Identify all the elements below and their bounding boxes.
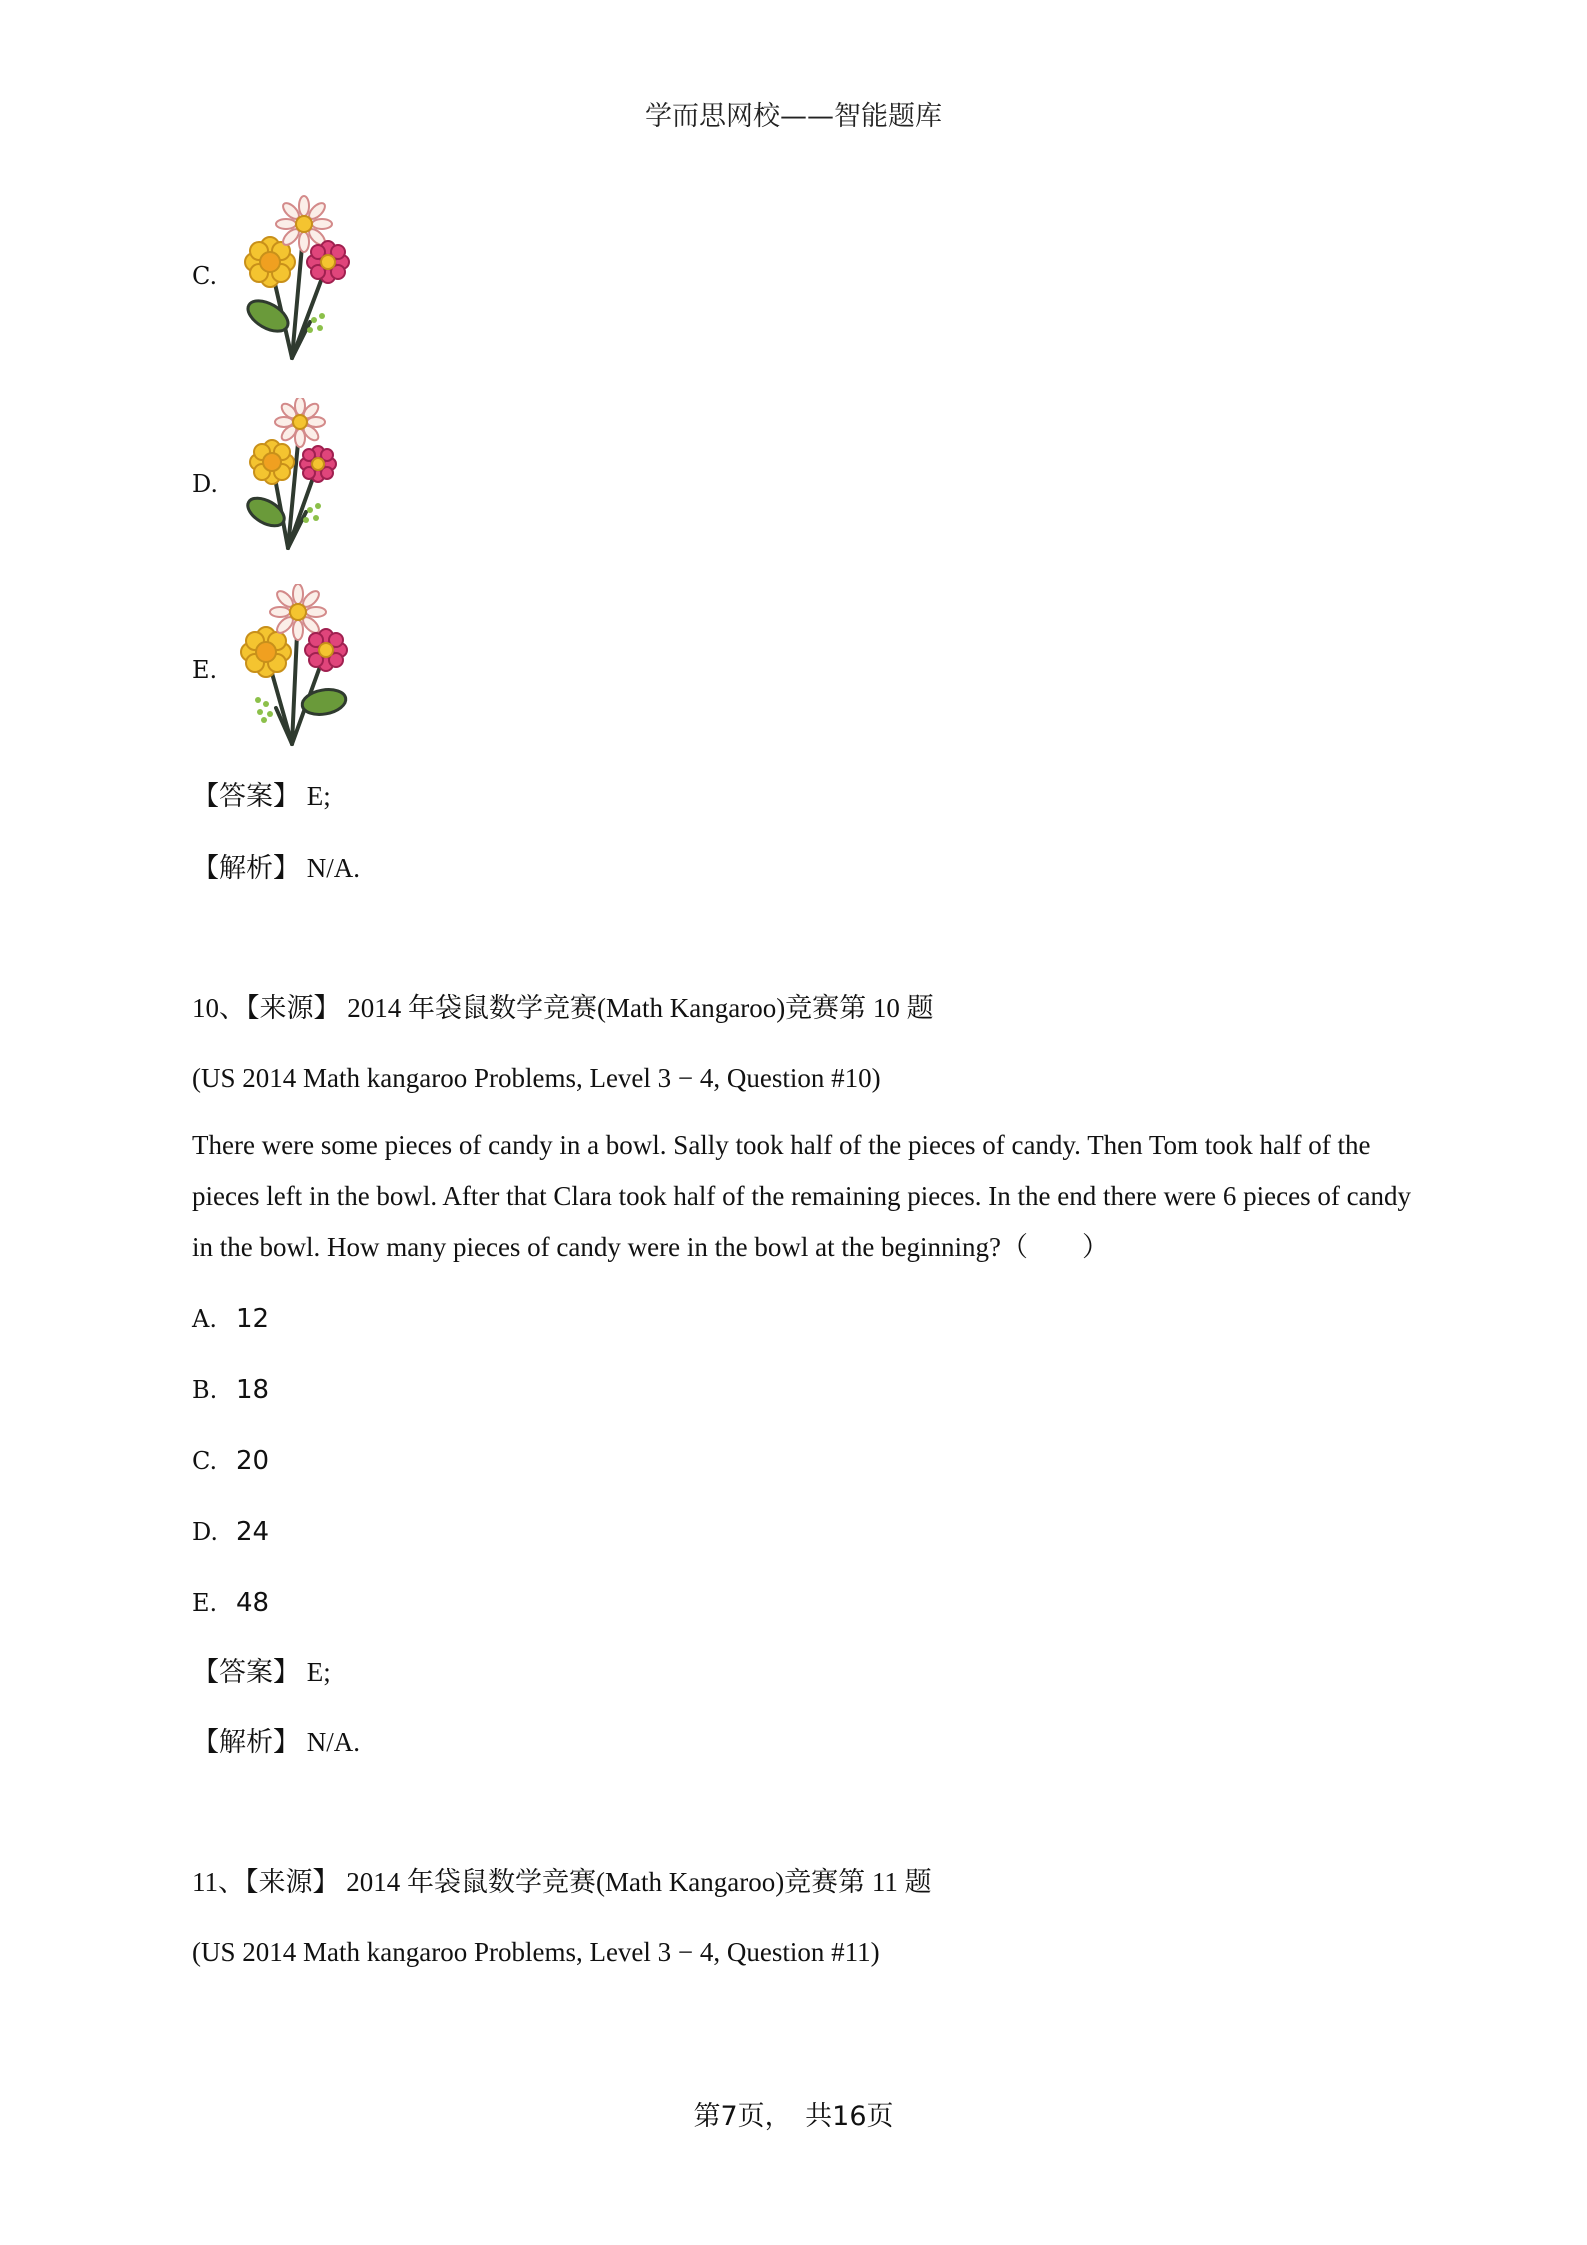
option-value: 24 xyxy=(236,1517,270,1547)
option-letter: D. xyxy=(192,1518,219,1546)
option-c-image xyxy=(192,190,442,370)
option-value: 20 xyxy=(236,1446,270,1476)
q10-answer: 【答案】 E; xyxy=(192,1657,331,1687)
q9-answer: 【答案】 E; xyxy=(192,781,331,811)
q11-subtitle: (US 2014 Math kangaroo Problems, Level 3 − 4, Question #11) xyxy=(192,1937,880,1967)
flower-bouquet-icon xyxy=(232,398,372,558)
option-e-image xyxy=(192,584,442,764)
option-d-image xyxy=(192,398,442,578)
q10-body: There were some pieces of candy in a bowl. Sally took half of the pieces of candy. Then Tom took half of the pieces left in the bowl. After that Clara took half of the remaining pieces. In the end there were 6 pieces of candy in the bowl. How many pieces of candy were in the bowl at the beginning?（ ） xyxy=(192,1130,1412,1262)
option-value: 48 xyxy=(236,1588,270,1618)
option-letter: A. xyxy=(192,1305,217,1333)
option-value: 12 xyxy=(236,1304,270,1334)
option-letter: C. xyxy=(192,1447,218,1475)
option-letter: E. xyxy=(192,1589,218,1617)
option-letter: B. xyxy=(192,1376,218,1404)
q10-title: 10、【来源】 2014 年袋鼠数学竞赛(Math Kangaroo)竞赛第 10 题 xyxy=(192,993,934,1023)
option-value: 18 xyxy=(236,1375,270,1405)
q10-analysis: 【解析】 N/A. xyxy=(192,1727,360,1757)
option-letter: C. xyxy=(192,262,218,290)
page-footer: 第7页， 共16页 xyxy=(693,2101,894,2132)
q11-title: 11、【来源】 2014 年袋鼠数学竞赛(Math Kangaroo)竞赛第 11 题 xyxy=(192,1867,932,1897)
flower-bouquet-icon xyxy=(232,584,372,754)
q10-option-b xyxy=(192,1373,269,1406)
q10-option-d xyxy=(192,1515,269,1548)
option-letter: D. xyxy=(192,470,219,498)
q10-subtitle: (US 2014 Math kangaroo Problems, Level 3 − 4, Question #10) xyxy=(192,1063,881,1093)
q10-option-e xyxy=(192,1586,269,1619)
q10-option-c xyxy=(192,1444,269,1477)
page-header: 学而思网校——智能题库 xyxy=(645,101,942,132)
option-letter: E. xyxy=(192,656,218,684)
q10-option-a xyxy=(192,1302,269,1335)
flower-bouquet-icon xyxy=(232,190,372,370)
q9-analysis: 【解析】 N/A. xyxy=(192,853,360,883)
